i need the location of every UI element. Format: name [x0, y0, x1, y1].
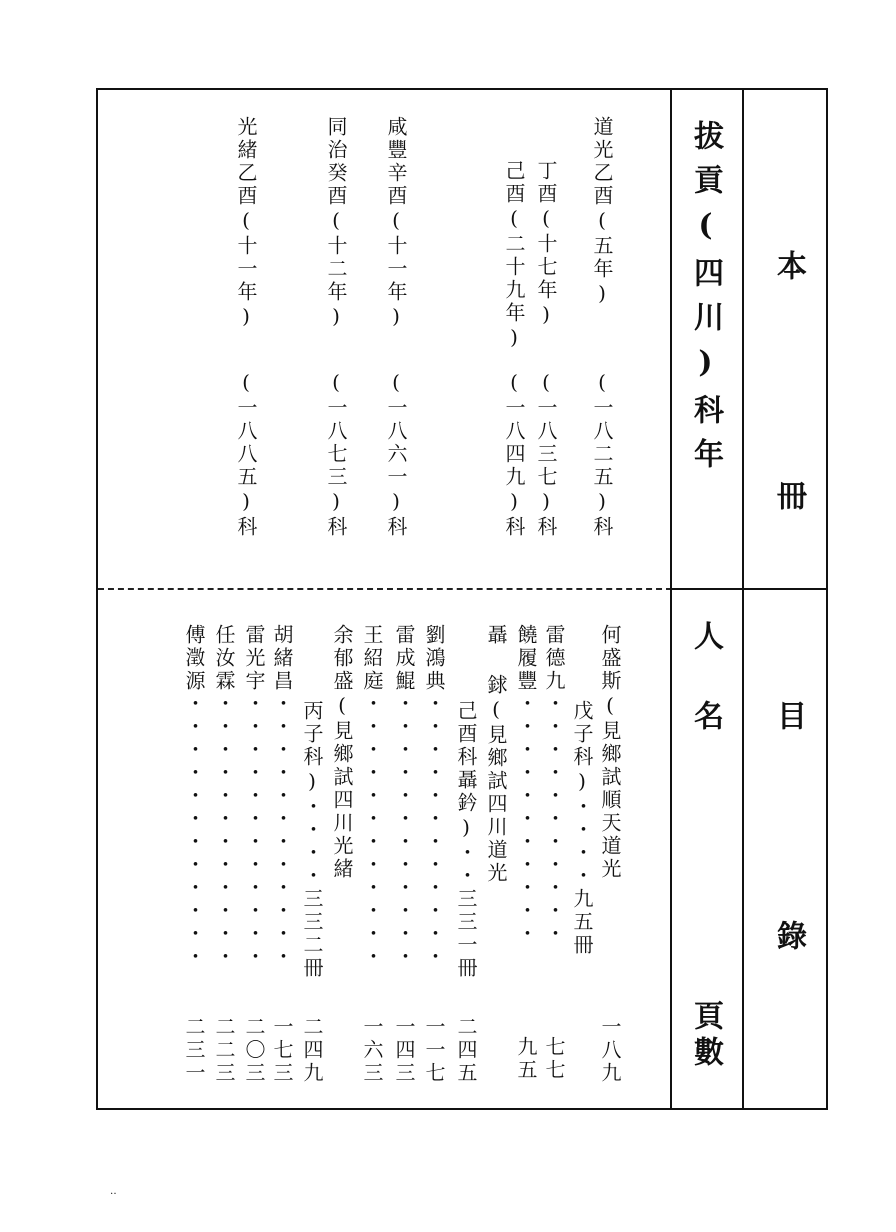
- year-ce-1: (一八二五)科: [590, 370, 614, 539]
- year-ce-3: (一八四九)科: [502, 370, 526, 539]
- name-entry-13: 雷光宇・・・・・・・・・・・・: [242, 624, 266, 969]
- pages-label: 頁數: [688, 1000, 723, 1072]
- year-line-2: 丁酉(十七年): [534, 160, 558, 329]
- name-page-8: 一四三: [392, 1016, 416, 1085]
- name-entry-12: 胡緒昌・・・・・・・・・・・・: [270, 624, 294, 969]
- year-ce-6: (一八八五)科: [234, 370, 258, 539]
- name-entry-15: 傅澂源・・・・・・・・・・・・: [182, 624, 206, 969]
- name-entry-6: 己酉科聶鈐)・・三三一冊: [454, 700, 478, 980]
- header-char-3: 目: [771, 700, 806, 730]
- name-entry-3: 雷德九・・・・・・・・・・・: [542, 624, 566, 946]
- name-entry-7: 劉鴻典・・・・・・・・・・・・: [422, 624, 446, 969]
- section-row-divider: [670, 588, 828, 590]
- name-page-13: 二〇三: [242, 1016, 266, 1085]
- header-char-1: 本: [771, 250, 806, 280]
- year-line-4: 咸豐辛酉(十一年): [384, 116, 408, 331]
- name-entry-4: 饒履豐・・・・・・・・・・・: [514, 624, 538, 946]
- name-page-6: 二四五: [454, 1016, 478, 1085]
- name-page-1: 一八九: [598, 1016, 622, 1085]
- year-ce-2: (一八三七)科: [534, 370, 558, 539]
- name-page-7: 一一七: [422, 1016, 446, 1085]
- name-page-14: 二二三: [212, 1016, 236, 1085]
- name-entry-10: 余郁盛(見鄉試四川光緒: [330, 624, 354, 881]
- year-line-1: 道光乙酉(五年): [590, 116, 614, 308]
- year-line-3: 己酉(二十九年): [502, 160, 526, 352]
- name-entry-14: 任汝霖・・・・・・・・・・・・: [212, 624, 236, 969]
- year-line-6: 光緒乙酉(十一年): [234, 116, 258, 331]
- name-entry-9: 王紹庭・・・・・・・・・・・・: [360, 624, 384, 969]
- year-line-5: 同治癸酉(十二年): [324, 116, 348, 331]
- footer-mark: ‥: [110, 1186, 117, 1197]
- name-page-3: 七七: [542, 1036, 566, 1082]
- name-entry-8: 雷成鯤・・・・・・・・・・・・: [392, 624, 416, 969]
- section-divider: [670, 88, 672, 1110]
- year-ce-5: (一八七三)科: [324, 370, 348, 539]
- header-char-2: 冊: [771, 480, 806, 510]
- header-divider: [742, 88, 744, 1110]
- header-char-4: 錄: [771, 920, 806, 950]
- name-page-15: 二三一: [182, 1016, 206, 1085]
- year-ce-4: (一八六一)科: [384, 370, 408, 539]
- name-entry-5: 聶 銶(見鄉試四川道光: [484, 624, 508, 885]
- name-page-4: 九五: [514, 1036, 538, 1082]
- name-entry-11: 丙子科)・・・・三三二冊: [300, 700, 324, 980]
- name-page-9: 一六三: [360, 1016, 384, 1085]
- names-label: 人名: [688, 620, 723, 780]
- name-entry-2: 戊子科)・・・・九五冊: [570, 700, 594, 957]
- name-page-11: 二四九: [300, 1016, 324, 1085]
- dashed-separator: [98, 588, 672, 590]
- section-title: 拔貢(四川)科年: [688, 120, 723, 482]
- name-entry-1: 何盛斯(見鄉試順天道光: [598, 624, 622, 881]
- name-page-12: 一七三: [270, 1016, 294, 1085]
